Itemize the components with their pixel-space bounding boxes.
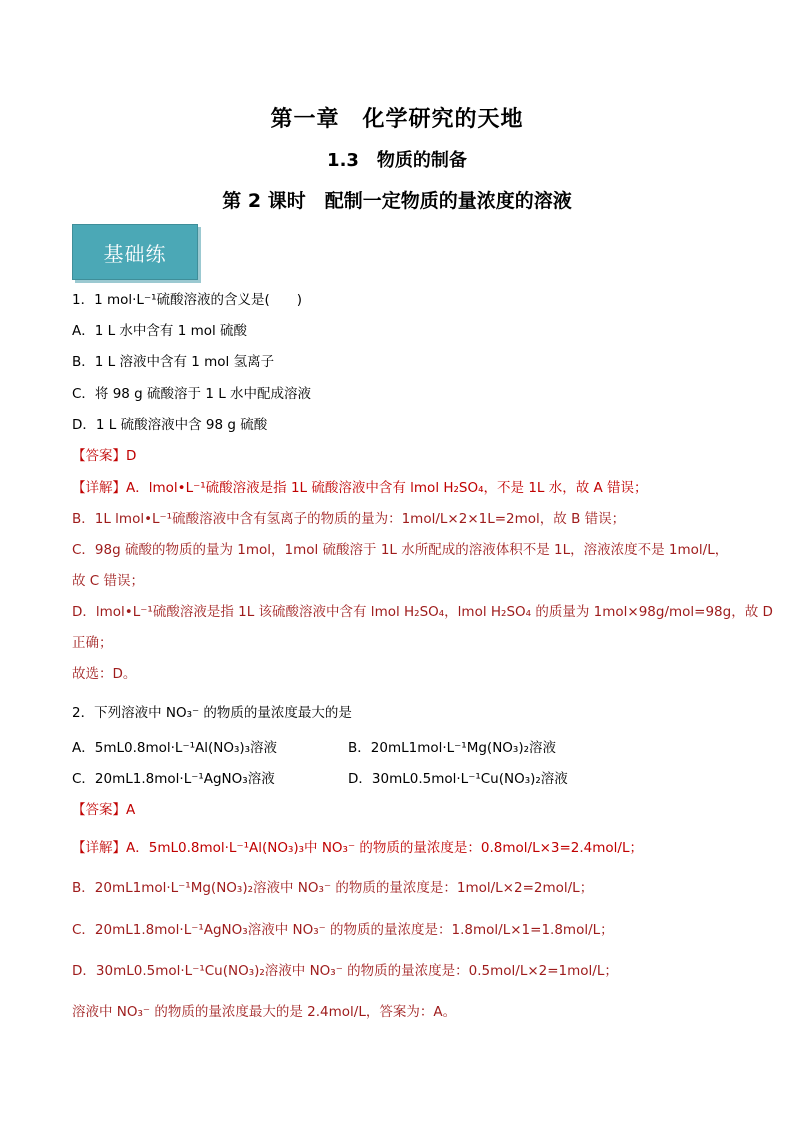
q2-detail-a: 【详解】A．5mL0.8mol·L⁻¹Al(NO₃)₃中 NO₃⁻ 的物质的量浓度是：0.8mol/L×3=2.4mol/L；: [72, 840, 644, 856]
q1-option-a: A．1 L 水中含有 1 mol 硫酸: [72, 323, 248, 339]
q2-stem: 2．下列溶液中 NO₃⁻ 的物质的量浓度最大的是: [72, 705, 352, 721]
q1-stem: 1．1 mol·L⁻¹硫酸溶液的含义是( ): [72, 292, 303, 308]
chapter-title: 第一章 化学研究的天地: [270, 107, 524, 132]
q1-conclusion: 故选：D。: [72, 666, 137, 682]
q1-option-b: B．1 L 溶液中含有 1 mol 氢离子: [72, 354, 275, 370]
q1-option-c: C．将 98 g 硫酸溶于 1 L 水中配成溶液: [72, 386, 312, 402]
q2-detail-d: D．30mL0.5mol·L⁻¹Cu(NO₃)₂溶液中 NO₃⁻ 的物质的量浓度是：0.5mol/L×2=1mol/L；: [72, 963, 618, 979]
q2-option-a: A．5mL0.8mol·L⁻¹Al(NO₃)₃溶液: [72, 740, 278, 756]
q2-option-d: D．30mL0.5mol·L⁻¹Cu(NO₃)₂溶液: [348, 771, 568, 787]
q1-option-d: D．1 L 硫酸溶液中含 98 g 硫酸: [72, 417, 268, 433]
lesson-title: 第 2 课时 配制一定物质的量浓度的溶液: [222, 190, 572, 212]
q1-detail-a: 【详解】A．lmol•L⁻¹硫酸溶液是指 1L 硫酸溶液中含有 lmol H₂SO₄，不是 1L 水，故 A 错误；: [72, 480, 648, 496]
q2-answer: 【答案】A: [72, 802, 136, 818]
q2-detail-b: B．20mL1mol·L⁻¹Mg(NO₃)₂溶液中 NO₃⁻ 的物质的量浓度是：1mol/L×2=2mol/L；: [72, 880, 594, 896]
q1-detail-d-line2: 正确；: [72, 635, 113, 651]
q2-option-b: B．20mL1mol·L⁻¹Mg(NO₃)₂溶液: [348, 740, 557, 756]
q1-answer: 【答案】D: [72, 448, 137, 464]
q1-detail-c-line1: C．98g 硫酸的物质的量为 1mol，1mol 硫酸溶于 1L 水所配成的溶液体积不是 1L，溶液浓度不是 1mol/L，: [72, 542, 729, 558]
section-title: 1.3 物质的制备: [327, 150, 467, 171]
q1-detail-c-line2: 故 C 错误；: [72, 573, 145, 589]
q2-detail-c: C．20mL1.8mol·L⁻¹AgNO₃溶液中 NO₃⁻ 的物质的量浓度是：1.8mol/L×1=1.8mol/L；: [72, 922, 614, 938]
section-banner: 基础练: [72, 224, 198, 280]
q1-detail-b: B．1L lmol•L⁻¹硫酸溶液中含有氢离子的物质的量为：1mol/L×2×1L=2mol，故 B 错误；: [72, 511, 626, 527]
q1-detail-d-line1: D．lmol•L⁻¹硫酸溶液是指 1L 该硫酸溶液中含有 lmol H₂SO₄，lmol H₂SO₄ 的质量为 1mol×98g/mol=98g，故 D: [72, 604, 773, 620]
q2-option-c: C．20mL1.8mol·L⁻¹AgNO₃溶液: [72, 771, 275, 787]
q2-conclusion: 溶液中 NO₃⁻ 的物质的量浓度最大的是 2.4mol/L，答案为：A。: [72, 1004, 457, 1020]
